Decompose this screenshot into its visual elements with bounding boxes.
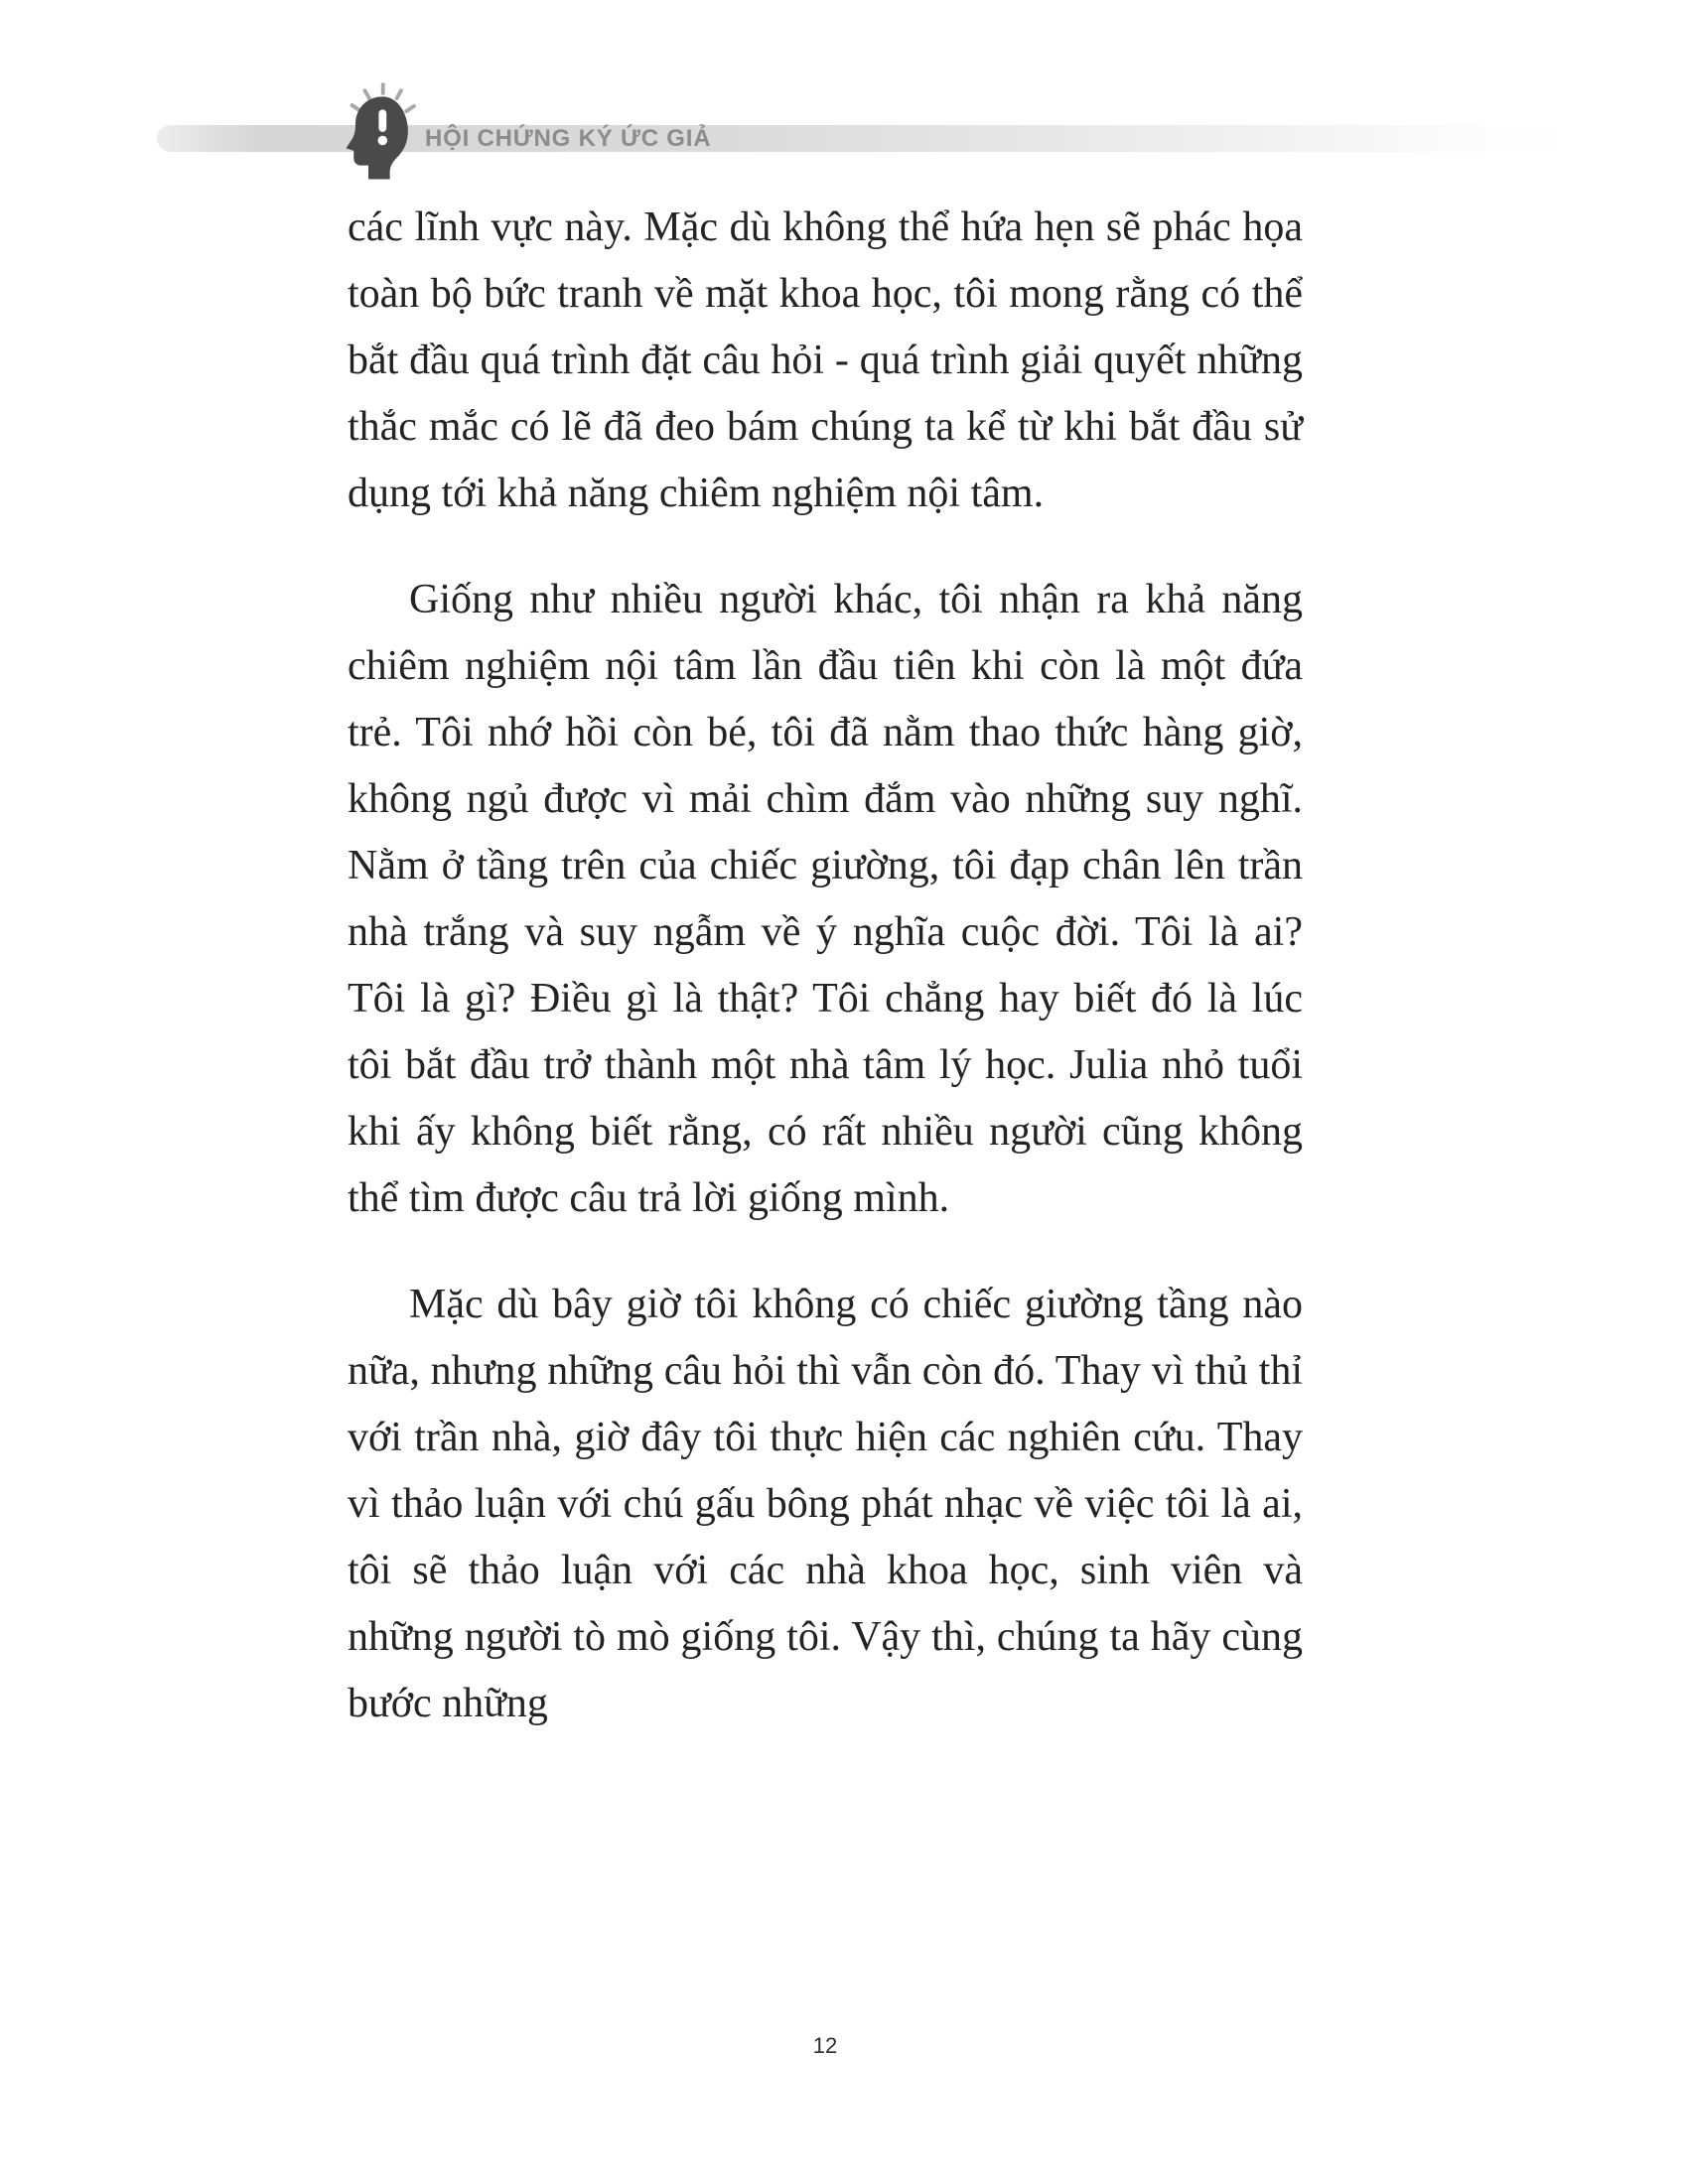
paragraph: các lĩnh vực này. Mặc dù không thể hứa hẹn sẽ phác họa toàn bộ bức tranh về mặt khoa học, tôi mong rằng có thể bắt đầu quá trình đặt câu hỏi - quá trình giải quyết những thắc mắc có lẽ đã đeo bám chúng ta kể từ khi bắt đầu sử dụng tới khả năng chiêm nghiệm nội tâm. xyxy=(348,205,1303,516)
paragraph: Mặc dù bây giờ tôi không có chiếc giường tầng nào nữa, nhưng những câu hỏi thì vẫn còn đó. Thay vì thủ thỉ với trần nhà, giờ đây tôi thực hiện các nghiên cứu. Thay vì thảo luận với chú gấu bông phát nhạc về việc tôi là ai, tôi sẽ thảo luận với các nhà khoa học, sinh viên và những người tò mò giống tôi. Vậy thì, chúng ta hãy cùng bước những xyxy=(348,1282,1303,1726)
head-bulb-icon xyxy=(336,79,427,183)
page-number: 12 xyxy=(812,2033,838,2058)
text-block xyxy=(348,195,1303,1777)
paragraph: Giống như nhiều người khác, tôi nhận ra khả năng chiêm nghiệm nội tâm lần đầu tiên khi còn là một đứa trẻ. Tôi nhớ hồi còn bé, tôi đã nằm thao thức hàng giờ, không ngủ được vì mải chìm đắm vào những suy nghĩ. Nằm ở tầng trên của chiếc giường, tôi đạp chân lên trần nhà trắng và suy ngẫm về ý nghĩa cuộc đời. Tôi là ai? Tôi là gì? Điều gì là thật? Tôi chẳng hay biết đó là lúc tôi bắt đầu trở thành một nhà tâm lý học. Julia nhỏ tuổi khi ấy không biết rằng, có rất nhiều người cũng không thể tìm được câu trả lời giống mình. xyxy=(348,577,1303,1221)
running-header-title: HỘI CHỨNG KÝ ỨC GIẢ xyxy=(425,125,712,152)
